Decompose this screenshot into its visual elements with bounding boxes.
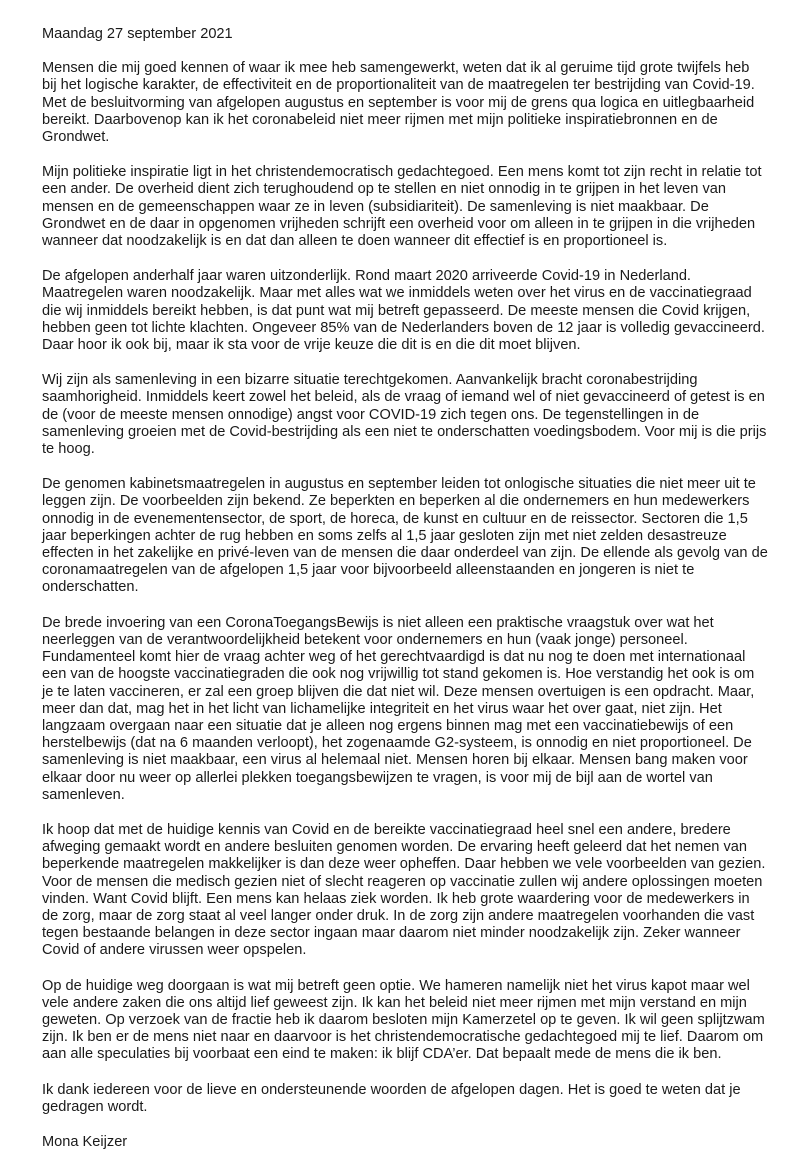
paragraph-8: Op de huidige weg doorgaan is wat mij betreft geen optie. We hameren namelijk niet het virus kapot maar wel vele andere zaken die ons altijd lief geweest zijn. Ik kan het beleid niet meer rijmen met mijn verstand en mijn geweten. Op verzoek van de fractie heb ik daarom besloten mijn Kamerzetel op te geven. Ik wil geen splijtzwam zijn. Ik ben er de mens niet naar en daarvoor is het christendemocratische gedachtegoed mij te lief. Daarom om aan alle speculaties bij voorbaat een eind te maken: ik blijf CDA’er. Dat bepaalt mede de mens die ik ben. — [42, 977, 765, 1063]
paragraph-6: De brede invoering van een CoronaToegangsBewijs is niet alleen een praktische vraagstuk over wat het neerleggen van de verantwoordelijkheid betekent voor ondernemers en hun (vaak jonge) personeel. Fundamenteel komt hier de vraag achter weg of het gerechtvaardigd is dat nu nog te doen met internationaal een van de hoogste vaccinatiegraden die ook nog vrijwillig tot stand gekomen is. Hoe verstandig het ook is om je te laten vaccineren, er zal een groep blijven die dat niet wil. Deze mensen overtuigen is een opdracht. Maar, meer dan dat, mag het in het licht van lichamelijke integriteit en het virus waar het over gaat, niet zijn. Het langzaam overgaan naar een situatie dat je alleen nog ergens binnen mag met een vaccinatiebewijs of een herstelbewijs (dat na 6 maanden verloopt), het zogenaamde G2-systeem, is onnodig en niet proportioneel. De samenleving is niet maakbaar, een virus al helemaal niet. Mensen horen bij elkaar. Mensen bang maken voor elkaar door nu weer op allerlei plekken toegangsbewijzen te vragen, is voor mij de bijl aan de wortel van samenleven. — [42, 614, 755, 803]
paragraph-3: De afgelopen anderhalf jaar waren uitzonderlijk. Rond maart 2020 arriveerde Covid-19 in Nederland. Maatregelen waren noodzakelijk. Maar met alles wat we inmiddels weten over het virus en de vaccinatiegraad die wij inmiddels bereikt hebben, is dat punt wat mij betreft gepasseerd. De meeste mensen die Covid krijgen, hebben geen tot lichte klachten. Ongeveer 85% van de Nederlanders boven de 12 jaar is volledig gevaccineerd. Daar hoor ik ook bij, maar ik sta voor de vrije keuze die dit is en die dit moet blijven. — [42, 268, 765, 354]
paragraph-7: Ik hoop dat met de huidige kennis van Covid en de bereikte vaccinatiegraad heel snel een andere, bredere afweging gemaakt wordt en andere besluiten genomen worden. De ervaring heeft geleerd dat het nemen van beperkende maatregelen makkelijker is dan deze weer opheffen. Daar hebben we vele voorbeelden van gezien. Voor de mensen die medisch gezien niet of slecht reageren op vaccinatie zullen wij andere oplossingen moeten vinden. Want Covid blijft. Een mens kan helaas ziek worden. Ik heb grote waardering voor de medewerkers in de zorg, maar de zorg staat al veel langer onder druk. In de zorg zijn andere maatregelen voorhanden die vast tegen bestaande belangen in deze sector ingaan maar daarom niet minder noodzakelijk zijn. Zeker wanneer Covid of andere virussen weer opspelen. — [42, 821, 766, 959]
signature: Mona Keijzer — [42, 1133, 128, 1150]
paragraph-1: Mensen die mij goed kennen of waar ik mee heb samengewerkt, weten dat ik al geruime tijd grote twijfels heb bij het logische karakter, de effectiviteit en de proportionaliteit van de maatregelen ter bestrijding van Covid-19. Met de besluitvorming van afgelopen augustus en september is voor mij de grens qua logica en uitlegbaarheid bereikt. Daarbovenop kan ik het coronabeleid niet meer rijmen met mijn politieke inspiratiebronnen en de Grondwet. — [42, 60, 755, 146]
letter — [42, 26, 768, 1151]
paragraph-4: Wij zijn als samenleving in een bizarre situatie terechtgekomen. Aanvankelijk bracht coronabestrijding saamhorigheid. Inmiddels keert zowel het beleid, als de vraag of iemand wel of niet gevaccineerd of getest is en de (voor de meeste mensen onnodige) angst voor COVID-19 zich tegen ons. De tegenstellingen in de samenleving groeien met de Covid-bestrijding als een niet te onderschatten voedingsbodem. Voor mij is die prijs te hoog. — [42, 372, 767, 458]
paragraph-2: Mijn politieke inspiratie ligt in het christendemocratisch gedachtegoed. Een mens komt tot zijn recht in relatie tot een ander. De overheid dient zich terughoudend op te stellen en niet onnodig in te grijpen in het leven van mensen en de gemeenschappen waar ze in leven (subsidiariteit). De samenleving is niet maakbaar. De Grondwet en de daar in opgenomen vrijheden schrijft een overheid voor om alleen in te grijpen in die vrijheden wanneer dat noodzakelijk is en dat dan alleen te doen wanneer dit effectief is en proportioneel is. — [42, 164, 762, 250]
paragraph-5: De genomen kabinetsmaatregelen in augustus en september leiden tot onlogische situaties die niet meer uit te leggen zijn. De voorbeelden zijn bekend. Ze beperkten en beperken al die ondernemers en hun medewerkers onnodig in de evenementensector, de sport, de horeca, de kunst en cultuur en de reissector. Sectoren die 1,5 jaar beperkingen achter de rug hebben en soms zelfs al 1,5 jaar gesloten zijn met niet zelden desastreuze effecten in het zakelijke en privé-leven van de mensen die daar onderdeel van zijn. De ellende als gevolg van de coronamaatregelen van de afgelopen 1,5 jaar voor bijvoorbeeld alleenstaanden en jongeren is niet te onderschatten. — [42, 476, 768, 596]
letter-date: Maandag 27 september 2021 — [42, 26, 233, 42]
paragraph-9: Ik dank iedereen voor de lieve en ondersteunende woorden de afgelopen dagen. Het is goed te weten dat je gedragen wordt. — [42, 1081, 741, 1115]
